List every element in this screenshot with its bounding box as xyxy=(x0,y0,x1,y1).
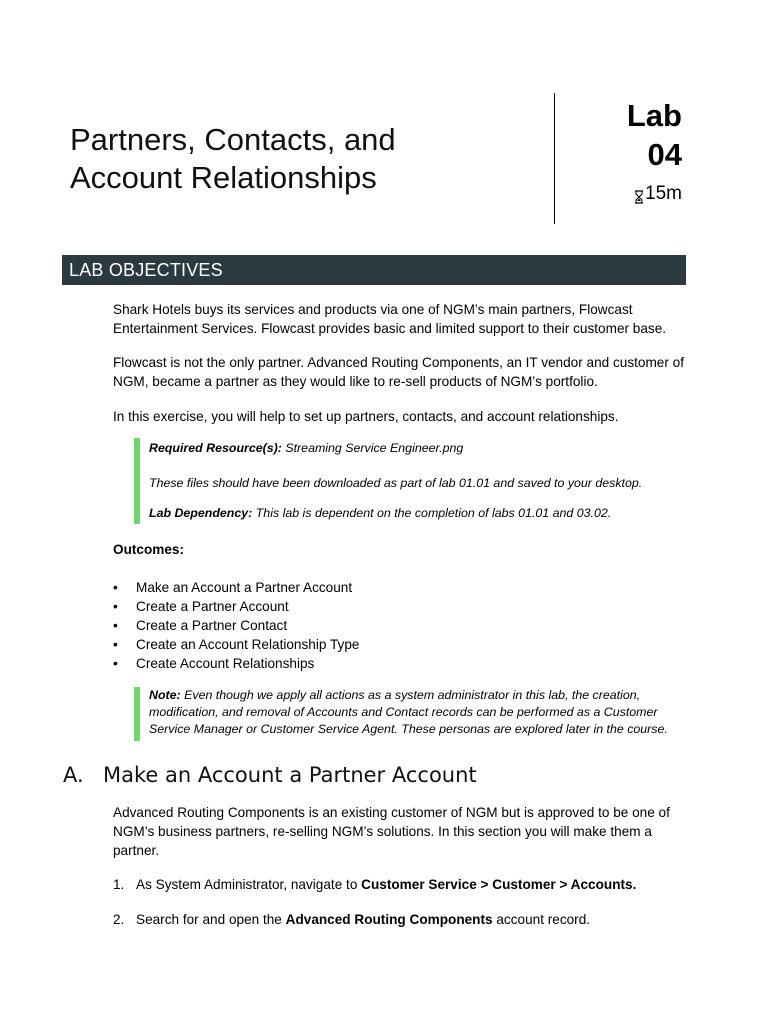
lab-label: Lab xyxy=(626,98,682,133)
outcomes-label: Outcomes: xyxy=(113,542,185,557)
step-item: 1. As System Administrator, navigate to Customer Service > Customer > Accounts. xyxy=(113,877,637,892)
page-title-line-1: Partners, Contacts, and xyxy=(70,122,396,157)
objectives-heading: LAB OBJECTIVES xyxy=(62,255,686,285)
section-a-title: Make an Account a Partner Account xyxy=(103,763,477,787)
objectives-paragraph-2: Flowcast is not the only partner. Advanced Routing Components, an IT vendor and customer of NGM, became a partner as they would like to re-sell products of NGM’s portfolio. xyxy=(113,355,685,389)
step-item: 2. Search for and open the Advanced Routing Components account record. xyxy=(113,912,591,927)
lab-number: 04 xyxy=(647,137,682,172)
duration-text: 15m xyxy=(645,183,682,204)
list-item: • Create a Partner Contact xyxy=(113,618,288,633)
lab-duration xyxy=(627,182,682,206)
objectives-paragraph-3: In this exercise, you will help to set up partners, contacts, and account relationships. xyxy=(113,409,619,424)
list-item: • Create an Account Relationship Type xyxy=(113,637,360,652)
section-a-steps xyxy=(113,875,636,929)
note-text: Note: Even though we apply all actions as a system administrator in this lab, the creation, modification, and removal of Accounts and Contact records can be performed as a Customer Service Manager or Customer Service Agent. These personas are explored later in the course. xyxy=(149,688,668,736)
hourglass-icon xyxy=(634,187,644,201)
objectives-paragraph-1: Shark Hotels buys its services and products via one of NGM’s main partners, Flowcast Entertainment Services. Flowcast provides basic and limited support to their customer base. xyxy=(113,302,667,336)
download-note: These files should have been downloaded as part of lab 01.01 and saved to your desktop. xyxy=(149,476,643,490)
title-divider xyxy=(554,93,555,224)
page-title xyxy=(70,121,530,197)
section-a-letter: A. xyxy=(63,763,84,787)
required-resources xyxy=(149,440,686,457)
note-label: Note: xyxy=(149,688,181,702)
lab-dependency-label: Lab Dependency: xyxy=(149,506,253,520)
lab-dependency xyxy=(149,505,686,522)
list-item: • Create Account Relationships xyxy=(113,656,315,671)
list-item: • Create a Partner Account xyxy=(113,599,289,614)
section-a-heading xyxy=(63,762,477,788)
outcomes-list xyxy=(113,578,359,673)
section-a-intro: Advanced Routing Components is an existing customer of NGM but is approved to be one of NGM’s business partners, re-selling NGM’s solutions. In this section you will make them a partner. xyxy=(113,805,670,858)
list-item: • Make an Account a Partner Account xyxy=(113,580,353,595)
lab-dependency-value: This lab is dependent on the completion of labs 01.01 and 03.02. xyxy=(255,506,612,520)
resources-callout xyxy=(134,438,686,524)
note-callout xyxy=(134,687,686,741)
lab-badge xyxy=(627,96,682,206)
required-resources-value: Streaming Service Engineer.png xyxy=(285,441,464,455)
required-resources-label: Required Resource(s): xyxy=(149,441,282,455)
page-title-line-2: Account Relationships xyxy=(70,160,377,195)
